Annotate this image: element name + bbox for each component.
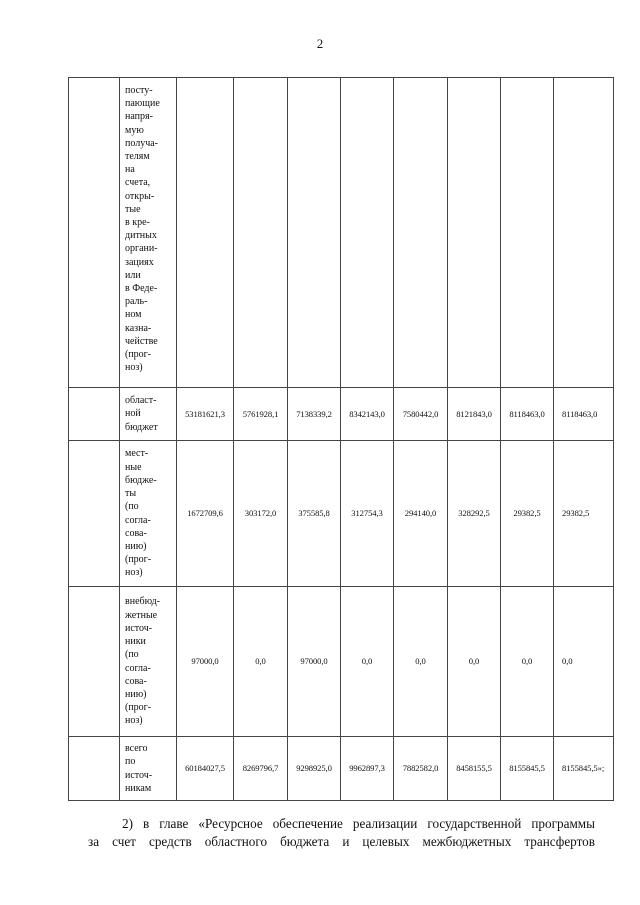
paragraph-line-1: 2) в главе «Ресурсное обеспечение реализации государственной программы [122, 816, 595, 831]
row-label-line: телям [125, 151, 150, 163]
row-label-line: бюдже- [125, 474, 157, 486]
row-label-line: зациях [125, 256, 154, 268]
resource-table [68, 77, 614, 801]
row-label-line: (по [125, 649, 139, 661]
page-number: 2 [316, 36, 324, 51]
row-label-line: казна- [125, 322, 152, 334]
value-cell: 312754,3 [341, 441, 394, 587]
row-label-line: счета, [125, 177, 151, 189]
row-label-line: бюджет [125, 421, 158, 433]
row-label-line: ные [125, 461, 142, 473]
empty-cell [69, 737, 120, 801]
value-cell: 7580442,0 [394, 388, 448, 441]
empty-cell [69, 587, 120, 737]
empty-cell [69, 78, 120, 388]
row-label-line: в кре- [125, 217, 150, 229]
value-cell [501, 78, 554, 388]
value-cell: 0,0 [501, 587, 554, 737]
row-label-line: мую [125, 124, 144, 136]
value-cell [394, 78, 448, 388]
row-extrabudgetary [69, 587, 614, 737]
row-label-line: раль- [125, 296, 148, 308]
row-label-line: мест- [125, 448, 149, 460]
value-cell: 8118463,0 [554, 388, 614, 441]
row-local-budgets [69, 441, 614, 587]
row-label-line: жетные [125, 609, 158, 621]
row-label [120, 441, 177, 587]
row-label [120, 78, 177, 388]
value-cell: 9298925,0 [288, 737, 341, 801]
value-cell: 53181621,3 [177, 388, 234, 441]
row-label [120, 587, 177, 737]
row-label-line: ном [125, 309, 142, 321]
row-label-line: тые [125, 203, 141, 215]
row-label-line: (прог- [125, 349, 152, 361]
row-label-line: согла- [125, 662, 151, 674]
empty-cell [69, 441, 120, 587]
value-cell [234, 78, 288, 388]
row-label-line: нию) [125, 540, 147, 552]
value-cell: 375585,8 [288, 441, 341, 587]
row-label-line: на [125, 164, 135, 176]
value-cell [288, 78, 341, 388]
row-label-line: ники [125, 636, 146, 648]
value-cell: 97000,0 [288, 587, 341, 737]
row-label-line: внебюд- [125, 596, 160, 608]
row-label-line: сова- [125, 675, 147, 687]
row-label-line: (по [125, 501, 139, 513]
row-label-line: никам [125, 782, 152, 794]
row-label-line: област- [125, 395, 157, 407]
value-cell: 8118463,0 [501, 388, 554, 441]
value-cell: 60184027,5 [177, 737, 234, 801]
value-cell: 9962897,3 [341, 737, 394, 801]
row-label-line: источ- [125, 622, 153, 634]
row-label-line: в Феде- [125, 283, 158, 295]
value-cell: 328292,5 [448, 441, 501, 587]
value-cell: 97000,0 [177, 587, 234, 737]
row-label-line: ноз) [125, 567, 143, 579]
row-label-line: чействе [125, 335, 158, 347]
row-label-line: ноз) [125, 715, 143, 727]
row-label-line: (прог- [125, 702, 152, 714]
row-label-line: всего [125, 743, 148, 755]
row-label-line: напря- [125, 111, 153, 123]
value-cell: 303172,0 [234, 441, 288, 587]
row-label-line: (прог- [125, 554, 152, 566]
value-cell: 5761928,1 [234, 388, 288, 441]
value-cell: 7138339,2 [288, 388, 341, 441]
value-cell [177, 78, 234, 388]
value-cell: 29382,5 [554, 441, 614, 587]
row-label-line: получа- [125, 137, 159, 149]
paragraph-line-2: за счет средств областного бюджета и целевых межбюджетных трансфертов [88, 834, 595, 849]
value-cell [341, 78, 394, 388]
row-label-line: пающие [125, 98, 160, 110]
row-label-line: нию) [125, 688, 147, 700]
value-cell: 0,0 [394, 587, 448, 737]
value-cell: 8342143,0 [341, 388, 394, 441]
value-cell: 0,0 [554, 587, 614, 737]
row-label-line: посту- [125, 85, 153, 96]
value-cell: 0,0 [234, 587, 288, 737]
row-label-line: ты [125, 488, 137, 500]
row-label-line: согла- [125, 514, 151, 526]
row-label-line: по [125, 756, 136, 768]
row-label-line: дитных [125, 230, 157, 242]
value-cell: 8155845,5 [501, 737, 554, 801]
value-cell: 1672709,6 [177, 441, 234, 587]
value-cell: 8121843,0 [448, 388, 501, 441]
value-cell: 8155845,5»; [554, 737, 614, 801]
value-cell [448, 78, 501, 388]
row-label [120, 737, 177, 801]
row-label-line: откры- [125, 190, 155, 202]
row-label-line: ноз) [125, 362, 143, 374]
value-cell: 294140,0 [394, 441, 448, 587]
row-label-line: ной [125, 408, 141, 420]
row-regional-budget [69, 388, 614, 441]
value-cell: 8269796,7 [234, 737, 288, 801]
row-direct-receipts [69, 78, 614, 388]
row-label-line: органи- [125, 243, 158, 255]
value-cell: 0,0 [448, 587, 501, 737]
value-cell: 8458155,5 [448, 737, 501, 801]
row-label-line: источ- [125, 769, 153, 781]
row-label-line: или [125, 269, 141, 281]
value-cell: 29382,5 [501, 441, 554, 587]
value-cell: 0,0 [341, 587, 394, 737]
value-cell: 7882582,0 [394, 737, 448, 801]
row-label [120, 388, 177, 441]
empty-cell [69, 388, 120, 441]
row-label-line: сова- [125, 527, 147, 539]
row-total [69, 737, 614, 801]
value-cell [554, 78, 614, 388]
